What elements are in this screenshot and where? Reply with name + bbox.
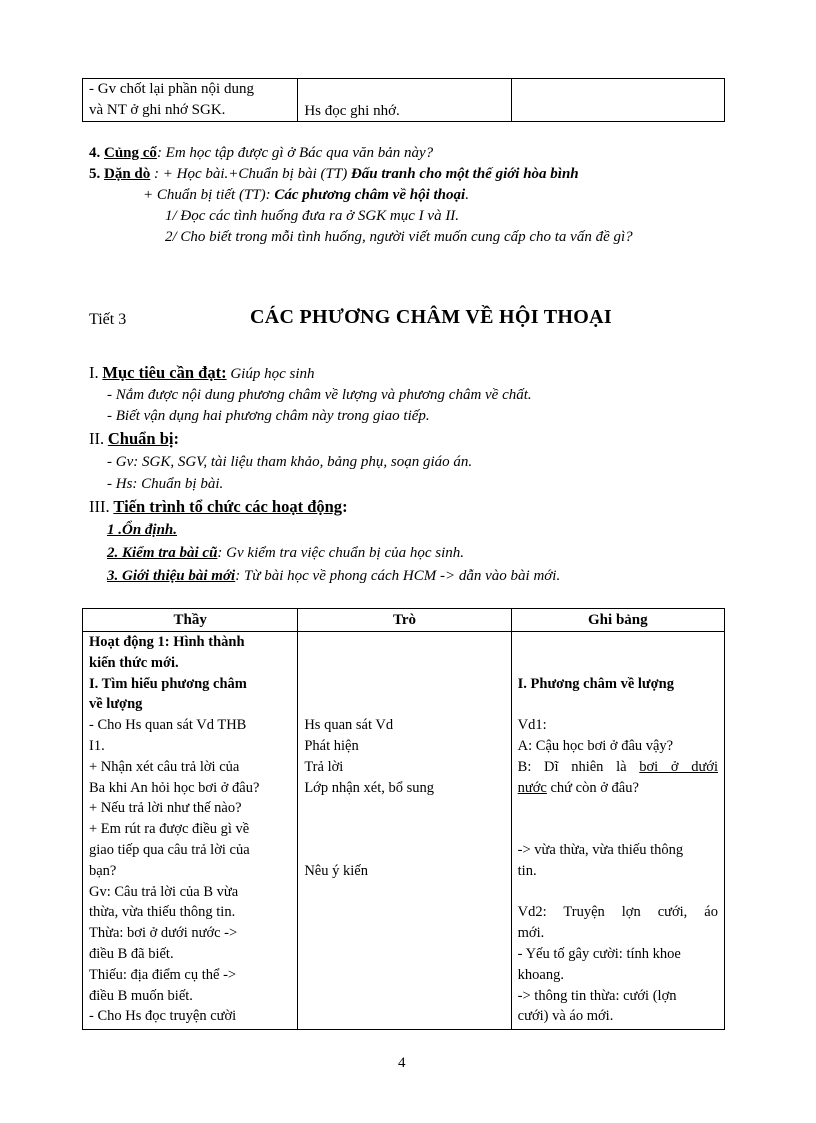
tro-line: Trả lời — [304, 758, 344, 775]
muc-tieu-item-2: - Biết vận dụng hai phương châm này trong giao tiếp. — [107, 408, 430, 424]
ghi-bang-b-cont: nước chứ còn ở đâu? — [517, 779, 639, 796]
ghi-bang-r1: -> vừa thừa, vừa thiếu thông — [517, 841, 684, 858]
header-thay: Thầy — [83, 609, 298, 632]
thay-line: điều B muốn biết. — [89, 987, 193, 1004]
thay-line: về lượng — [89, 696, 143, 713]
thay-line: thừa, vừa thiếu thông tin. — [89, 904, 236, 921]
tro-line — [304, 798, 504, 819]
tro-line — [304, 694, 504, 715]
ghi-bang-t1: -> thông tin thừa: cưới (lợn — [517, 987, 677, 1004]
tro-line — [304, 674, 504, 695]
cell-tro — [298, 632, 511, 1030]
dan-do-line-3: 1/ Đọc các tình huống đưa ra ở SGK mục I và II. — [165, 208, 460, 224]
ghi-bang-vd2a: Vd2: Truyện lợn cưới, áo — [517, 904, 718, 921]
thay-line: Hoạt động 1: Hình thành — [89, 634, 245, 650]
lesson-title: CÁC PHƯƠNG CHÂM VỀ HỘI THOẠI — [250, 306, 612, 328]
chuan-bi-item-1: - Gv: SGK, SGV, tài liệu tham khảo, bảng phụ, soạn giáo án. — [107, 454, 473, 470]
thay-line: - Cho Hs đọc truyện cười — [89, 1008, 237, 1025]
cell-ghi-bang — [511, 632, 724, 1030]
ghi-bang-vd2b: mới. — [517, 925, 545, 942]
top-table-cell-ghi-bang — [511, 79, 724, 122]
ghi-bang-b: B: Dĩ nhiên là bơi ở dưới — [517, 758, 718, 775]
top-table — [82, 78, 725, 122]
tro-line — [304, 819, 504, 840]
thay-line: kiến thức mới. — [89, 654, 179, 671]
cell-thay — [83, 632, 298, 1030]
main-table — [82, 608, 725, 1030]
dan-do-line-4: 2/ Cho biết trong mỗi tình huống, người viết muốn cung cấp cho ta vấn đề gì? — [165, 229, 633, 245]
thay-line: + Nhận xét câu trả lời của — [89, 758, 240, 775]
ghi-bang-a: A: Cậu học bơi ở đâu vậy? — [517, 737, 674, 754]
ghi-bang-t2: cưới) và áo mới. — [517, 1008, 614, 1025]
dan-do-line-2: + Chuẩn bị tiết (TT): Các phương châm về hội thoại. — [143, 187, 469, 203]
dan-do-line: 5. Dặn dò : + Học bài.+Chuẩn bị bài (TT) Đấu tranh cho một thế giới hòa bình — [89, 166, 579, 182]
thay-line: Gv: Câu trả lời của B vừa — [89, 883, 239, 900]
tro-line: Phát hiện — [304, 737, 359, 754]
thay-line: + Em rút ra được điều gì về — [89, 821, 250, 838]
ghi-bang-vd1: Vd1: — [517, 717, 547, 734]
tro-line — [304, 653, 504, 674]
thay-line: Ba khi An hỏi học bơi ở đâu? — [89, 779, 260, 796]
thay-line: điều B đã biết. — [89, 945, 174, 962]
chuan-bi-heading: II. Chuẩn bị: — [89, 429, 179, 448]
tien-trinh-heading: III. Tiến trình tổ chức các hoạt động: — [89, 497, 348, 516]
thay-line: + Nếu trả lời như thế nào? — [89, 800, 242, 817]
thay-line: I. Tìm hiểu phương châm — [89, 675, 247, 692]
chuan-bi-item-2: - Hs: Chuẩn bị bài. — [107, 476, 224, 492]
tro-line — [304, 840, 504, 861]
thay-line: giao tiếp qua câu trả lời của — [89, 841, 250, 858]
thay-line: - Cho Hs quan sát Vd THB — [89, 717, 247, 734]
header-ghi-bang: Ghi bảng — [511, 609, 724, 632]
thay-line: Thiếu: địa điểm cụ thể -> — [89, 966, 237, 983]
top-table-cell-tro: Hs đọc ghi nhớ. — [298, 79, 511, 122]
gioi-thieu-bai-moi: 3. Giới thiệu bài mới: Từ bài học về phong cách HCM -> dẫn vào bài mới. — [107, 568, 561, 584]
page-number: 4 — [398, 1055, 406, 1071]
ghi-bang-r2: tin. — [517, 862, 537, 879]
top-table-cell-thay: - Gv chốt lại phần nội dung và NT ở ghi nhớ SGK. — [83, 79, 298, 122]
kiem-tra-bai-cu: 2. Kiểm tra bài cũ: Gv kiểm tra việc chuẩn bị của học sinh. — [107, 545, 465, 561]
tro-line: Nêu ý kiến — [304, 862, 368, 879]
on-dinh: 1 .Ổn định. — [107, 522, 178, 538]
tro-line — [304, 632, 504, 653]
muc-tieu-item-1: - Nắm được nội dung phương châm về lượng và phương châm về chất. — [107, 387, 532, 403]
cuong-co-line: 4. Củng cố: Em học tập được gì ở Bác qua văn bản này? — [89, 145, 434, 161]
tro-line: Hs quan sát Vd — [304, 717, 394, 734]
ghi-bang-y2: khoang. — [517, 966, 564, 983]
tro-line: Lớp nhận xét, bổ sung — [304, 779, 435, 796]
ghi-bang-heading: I. Phương châm về lượng — [517, 675, 674, 692]
muc-tieu-heading: I. Mục tiêu cần đạt: Giúp học sinh — [89, 363, 315, 382]
header-tro: Trò — [298, 609, 511, 632]
thay-line: bạn? — [89, 862, 117, 879]
ghi-bang-y1: - Yếu tố gây cười: tính khoe — [517, 945, 681, 962]
thay-line: I1. — [89, 737, 105, 754]
thay-line: Thừa: bơi ở dưới nước -> — [89, 925, 238, 942]
lesson-number: Tiết 3 — [89, 311, 127, 328]
